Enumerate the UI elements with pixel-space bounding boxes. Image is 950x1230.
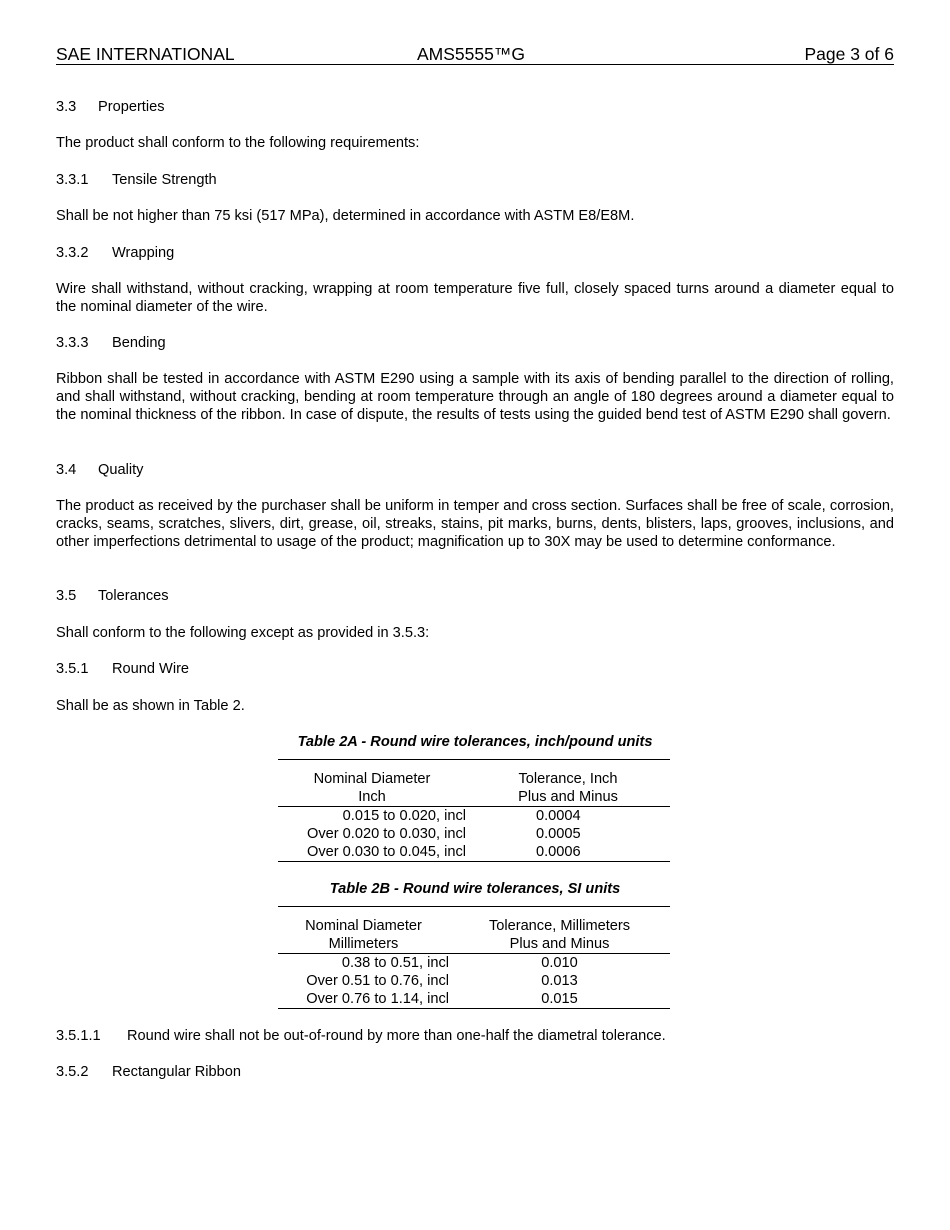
table-row [278, 990, 670, 1009]
tolerance-cell: 0.0005 [536, 826, 581, 842]
tolerance-cell: 0.013 [541, 973, 578, 989]
header-page-number: Page 3 of 6 [804, 44, 894, 64]
diameter-cell: Over 0.51 to 0.76, incl [306, 973, 449, 989]
table-header-row [278, 760, 670, 789]
table-2b-caption: Table 2B - Round wire tolerances, SI units [329, 881, 621, 897]
table-header-row [278, 788, 670, 807]
column-header: Tolerance, Millimeters [449, 907, 670, 936]
paragraph-3-3-3: Ribbon shall be tested in accordance with ASTM E290 using a sample with its axis of bending parallel to the direction of rolling, and shall withstand, without cracking, bending at room temperature through an angle of 180 degrees around a diameter equal to the nominal thickness of the ribbon. In case of dispute, the results of tests using the guided bend test of ASTM E290 shall govern. [56, 371, 894, 423]
tolerance-cell: 0.010 [541, 955, 578, 971]
column-header: Tolerance, Inch [466, 760, 670, 789]
heading-title: Bending [112, 335, 166, 351]
table-2a [278, 759, 670, 862]
heading-3-5-1 [56, 660, 894, 678]
diameter-cell: Over 0.76 to 1.14, incl [278, 990, 449, 1009]
table-row [278, 825, 670, 843]
paragraph-3-3: The product shall conform to the following requirements: [56, 135, 420, 151]
heading-3-3-2 [56, 244, 894, 262]
heading-number: 3.4 [56, 462, 77, 478]
heading-number: 3.5 [56, 588, 77, 604]
diameter-cell: 0.015 to 0.020, incl [342, 808, 466, 824]
heading-number: 3.3 [56, 99, 77, 115]
paragraph-number: 3.5.1.1 [56, 1028, 101, 1044]
heading-3-3-3 [56, 334, 894, 352]
table-2a-caption: Table 2A - Round wire tolerances, inch/pound units [297, 734, 653, 750]
header-organization: SAE INTERNATIONAL [56, 44, 235, 64]
column-header-unit: Plus and Minus [449, 935, 670, 954]
tolerance-cell: 0.015 [449, 990, 670, 1009]
paragraph-text: Round wire shall not be out-of-round by more than one-half the diametral tolerance. [127, 1028, 666, 1044]
column-header: Nominal Diameter [278, 907, 449, 936]
diameter-cell: 0.38 to 0.51, incl [341, 955, 449, 971]
table-row [278, 954, 670, 973]
heading-number: 3.3.1 [56, 172, 89, 188]
heading-title: Tolerances [98, 588, 169, 604]
paragraph-3-5-1: Shall be as shown in Table 2. [56, 698, 245, 714]
tolerance-cell: 0.0004 [536, 808, 581, 824]
heading-3-5-2 [56, 1063, 894, 1081]
heading-title: Quality [98, 462, 144, 478]
table-header-row [278, 907, 670, 936]
heading-number: 3.5.2 [56, 1064, 89, 1080]
column-header-unit: Millimeters [278, 935, 449, 954]
tolerance-cell: 0.0006 [466, 843, 670, 862]
heading-title: Tensile Strength [112, 172, 217, 188]
column-header-unit: Inch [278, 788, 466, 807]
heading-number: 3.5.1 [56, 661, 89, 677]
heading-title: Rectangular Ribbon [112, 1064, 241, 1080]
table-row [278, 807, 670, 826]
heading-3-4 [56, 461, 894, 479]
table-header-row [278, 935, 670, 954]
paragraph-3-5-1-1 [56, 1027, 894, 1045]
table-2b [278, 906, 670, 1009]
page-header [56, 44, 894, 65]
paragraph-3-4: The product as received by the purchaser shall be uniform in temper and cross section. Surfaces shall be free of scale, corrosion, cracks, seams, scratches, slivers, dirt, grease, oil, streaks, stains, pit marks, burns, dents, blisters, laps, grooves, inclusions, and other imperfections detrimental to usage of the product; magnification up to 30X may be used to determine conformance. [56, 498, 894, 550]
diameter-cell: Over 0.020 to 0.030, incl [306, 826, 466, 842]
heading-title: Wrapping [112, 245, 175, 261]
table-row [278, 843, 670, 862]
paragraph-3-3-1: Shall be not higher than 75 ksi (517 MPa), determined in accordance with ASTM E8/E8M. [56, 208, 635, 224]
paragraph-3-3-2: Wire shall withstand, without cracking, wrapping at room temperature five full, closely spaced turns around a diameter equal to the nominal diameter of the wire. [56, 281, 894, 315]
heading-3-3 [56, 98, 894, 116]
table-row [278, 972, 670, 990]
heading-number: 3.3.3 [56, 335, 89, 351]
column-header: Nominal Diameter [278, 760, 466, 789]
diameter-cell: Over 0.030 to 0.045, incl [278, 843, 466, 862]
header-document-number: AMS5555™G [417, 44, 525, 64]
heading-title: Round Wire [112, 661, 190, 677]
heading-number: 3.3.2 [56, 245, 89, 261]
heading-title: Properties [98, 99, 165, 115]
heading-3-5 [56, 587, 894, 605]
heading-3-3-1 [56, 171, 894, 189]
paragraph-3-5: Shall conform to the following except as provided in 3.5.3: [56, 625, 430, 641]
column-header-unit: Plus and Minus [466, 788, 670, 807]
